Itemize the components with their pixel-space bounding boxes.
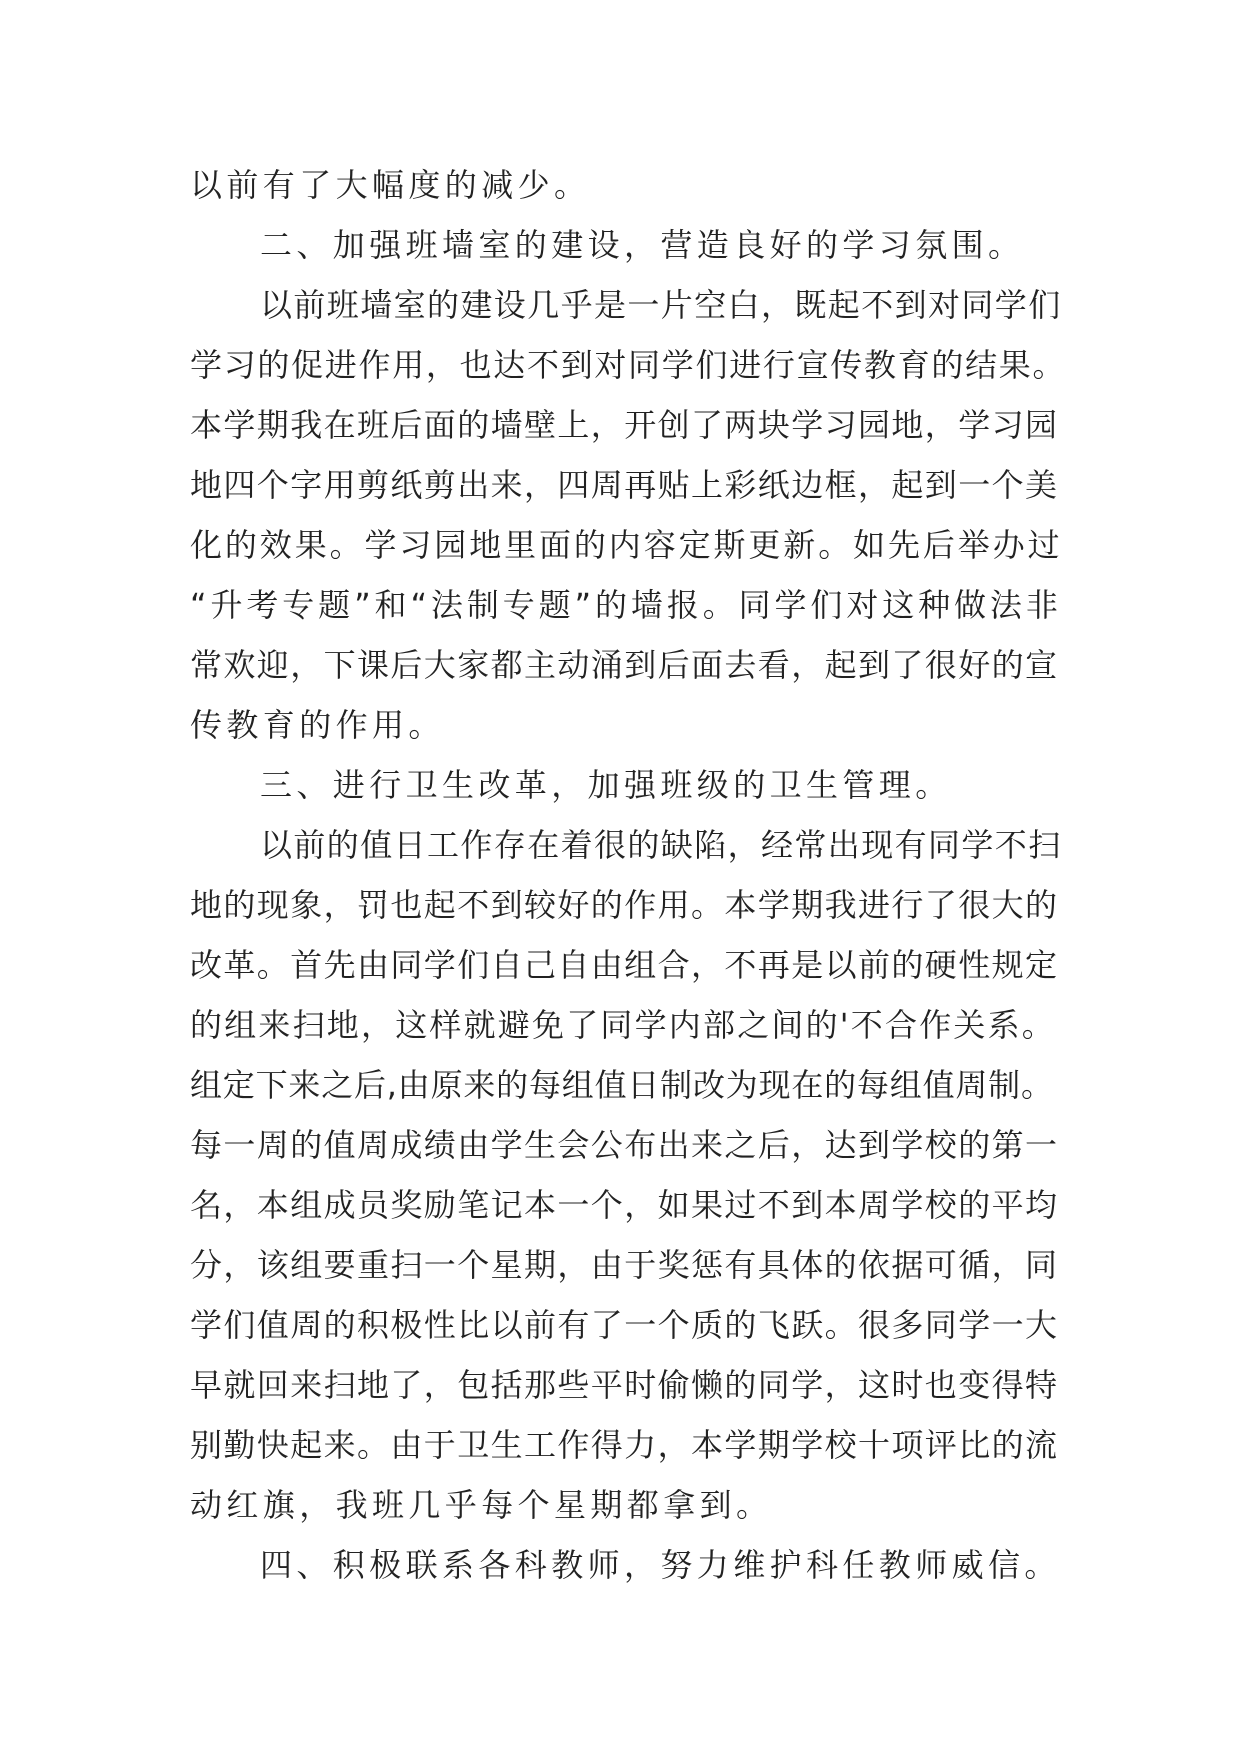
paragraph-first-line: 以前的值日工作存在着很的缺陷，经常出现有同学不扫: [260, 826, 1062, 864]
section-heading: 四、积极联系各科教师，努力维护科任教师威信。: [260, 1546, 1061, 1584]
text-line: 分，该组要重扫一个星期，由于奖惩有具体的依据可循，同: [190, 1246, 1059, 1284]
text-line: 学们值周的积极性比以前有了一个质的飞跃。很多同学一大: [190, 1306, 1059, 1344]
text-line: 组定下来之后,由原来的每组值日制改为现在的每组值周制。: [190, 1066, 1054, 1104]
text-line: 传教育的作用。: [190, 706, 445, 744]
text-line: 改革。首先由同学们自己自由组合，不再是以前的硬性规定: [190, 946, 1059, 984]
text-line: 学习的促进作用，也达不到对同学们进行宣传教育的结果。: [190, 346, 1067, 384]
text-line: “升考专题”和“法制专题”的墙报。同学们对这种做法非: [190, 586, 1062, 624]
text-line: 动红旗，我班几乎每个星期都拿到。: [190, 1486, 773, 1524]
text-line: 名，本组成员奖励笔记本一个，如果过不到本周学校的平均: [190, 1186, 1059, 1224]
section-heading: 二、加强班墙室的建设，营造良好的学习氛围。: [260, 226, 1025, 264]
text-line: 以前有了大幅度的减少。: [190, 166, 591, 204]
paragraph-first-line: 以前班墙室的建设几乎是一片空白，既起不到对同学们: [260, 286, 1062, 324]
text-line: 别勤快起来。由于卫生工作得力，本学期学校十项评比的流: [190, 1426, 1059, 1464]
text-line: 化的效果。学习园地里面的内容定斯更新。如先后举办过: [190, 526, 1063, 564]
text-line: 的组来扫地，这样就避免了同学内部之间的'不合作关系。: [190, 1006, 1056, 1044]
text-line: 地四个字用剪纸剪出来，四周再贴上彩纸边框，起到一个美: [190, 466, 1059, 504]
text-line: 本学期我在班后面的墙壁上，开创了两块学习园地，学习园: [190, 406, 1059, 444]
text-line: 早就回来扫地了，包括那些平时偷懒的同学，这时也变得特: [190, 1366, 1059, 1404]
text-line: 常欢迎，下课后大家都主动涌到后面去看，起到了很好的宣: [190, 646, 1059, 684]
text-line: 每一周的值周成绩由学生会公布出来之后，达到学校的第一: [190, 1126, 1059, 1164]
text-line: 地的现象，罚也起不到较好的作用。本学期我进行了很大的: [190, 886, 1059, 924]
document-body: [190, 155, 1070, 1595]
section-heading: 三、进行卫生改革，加强班级的卫生管理。: [260, 766, 952, 804]
